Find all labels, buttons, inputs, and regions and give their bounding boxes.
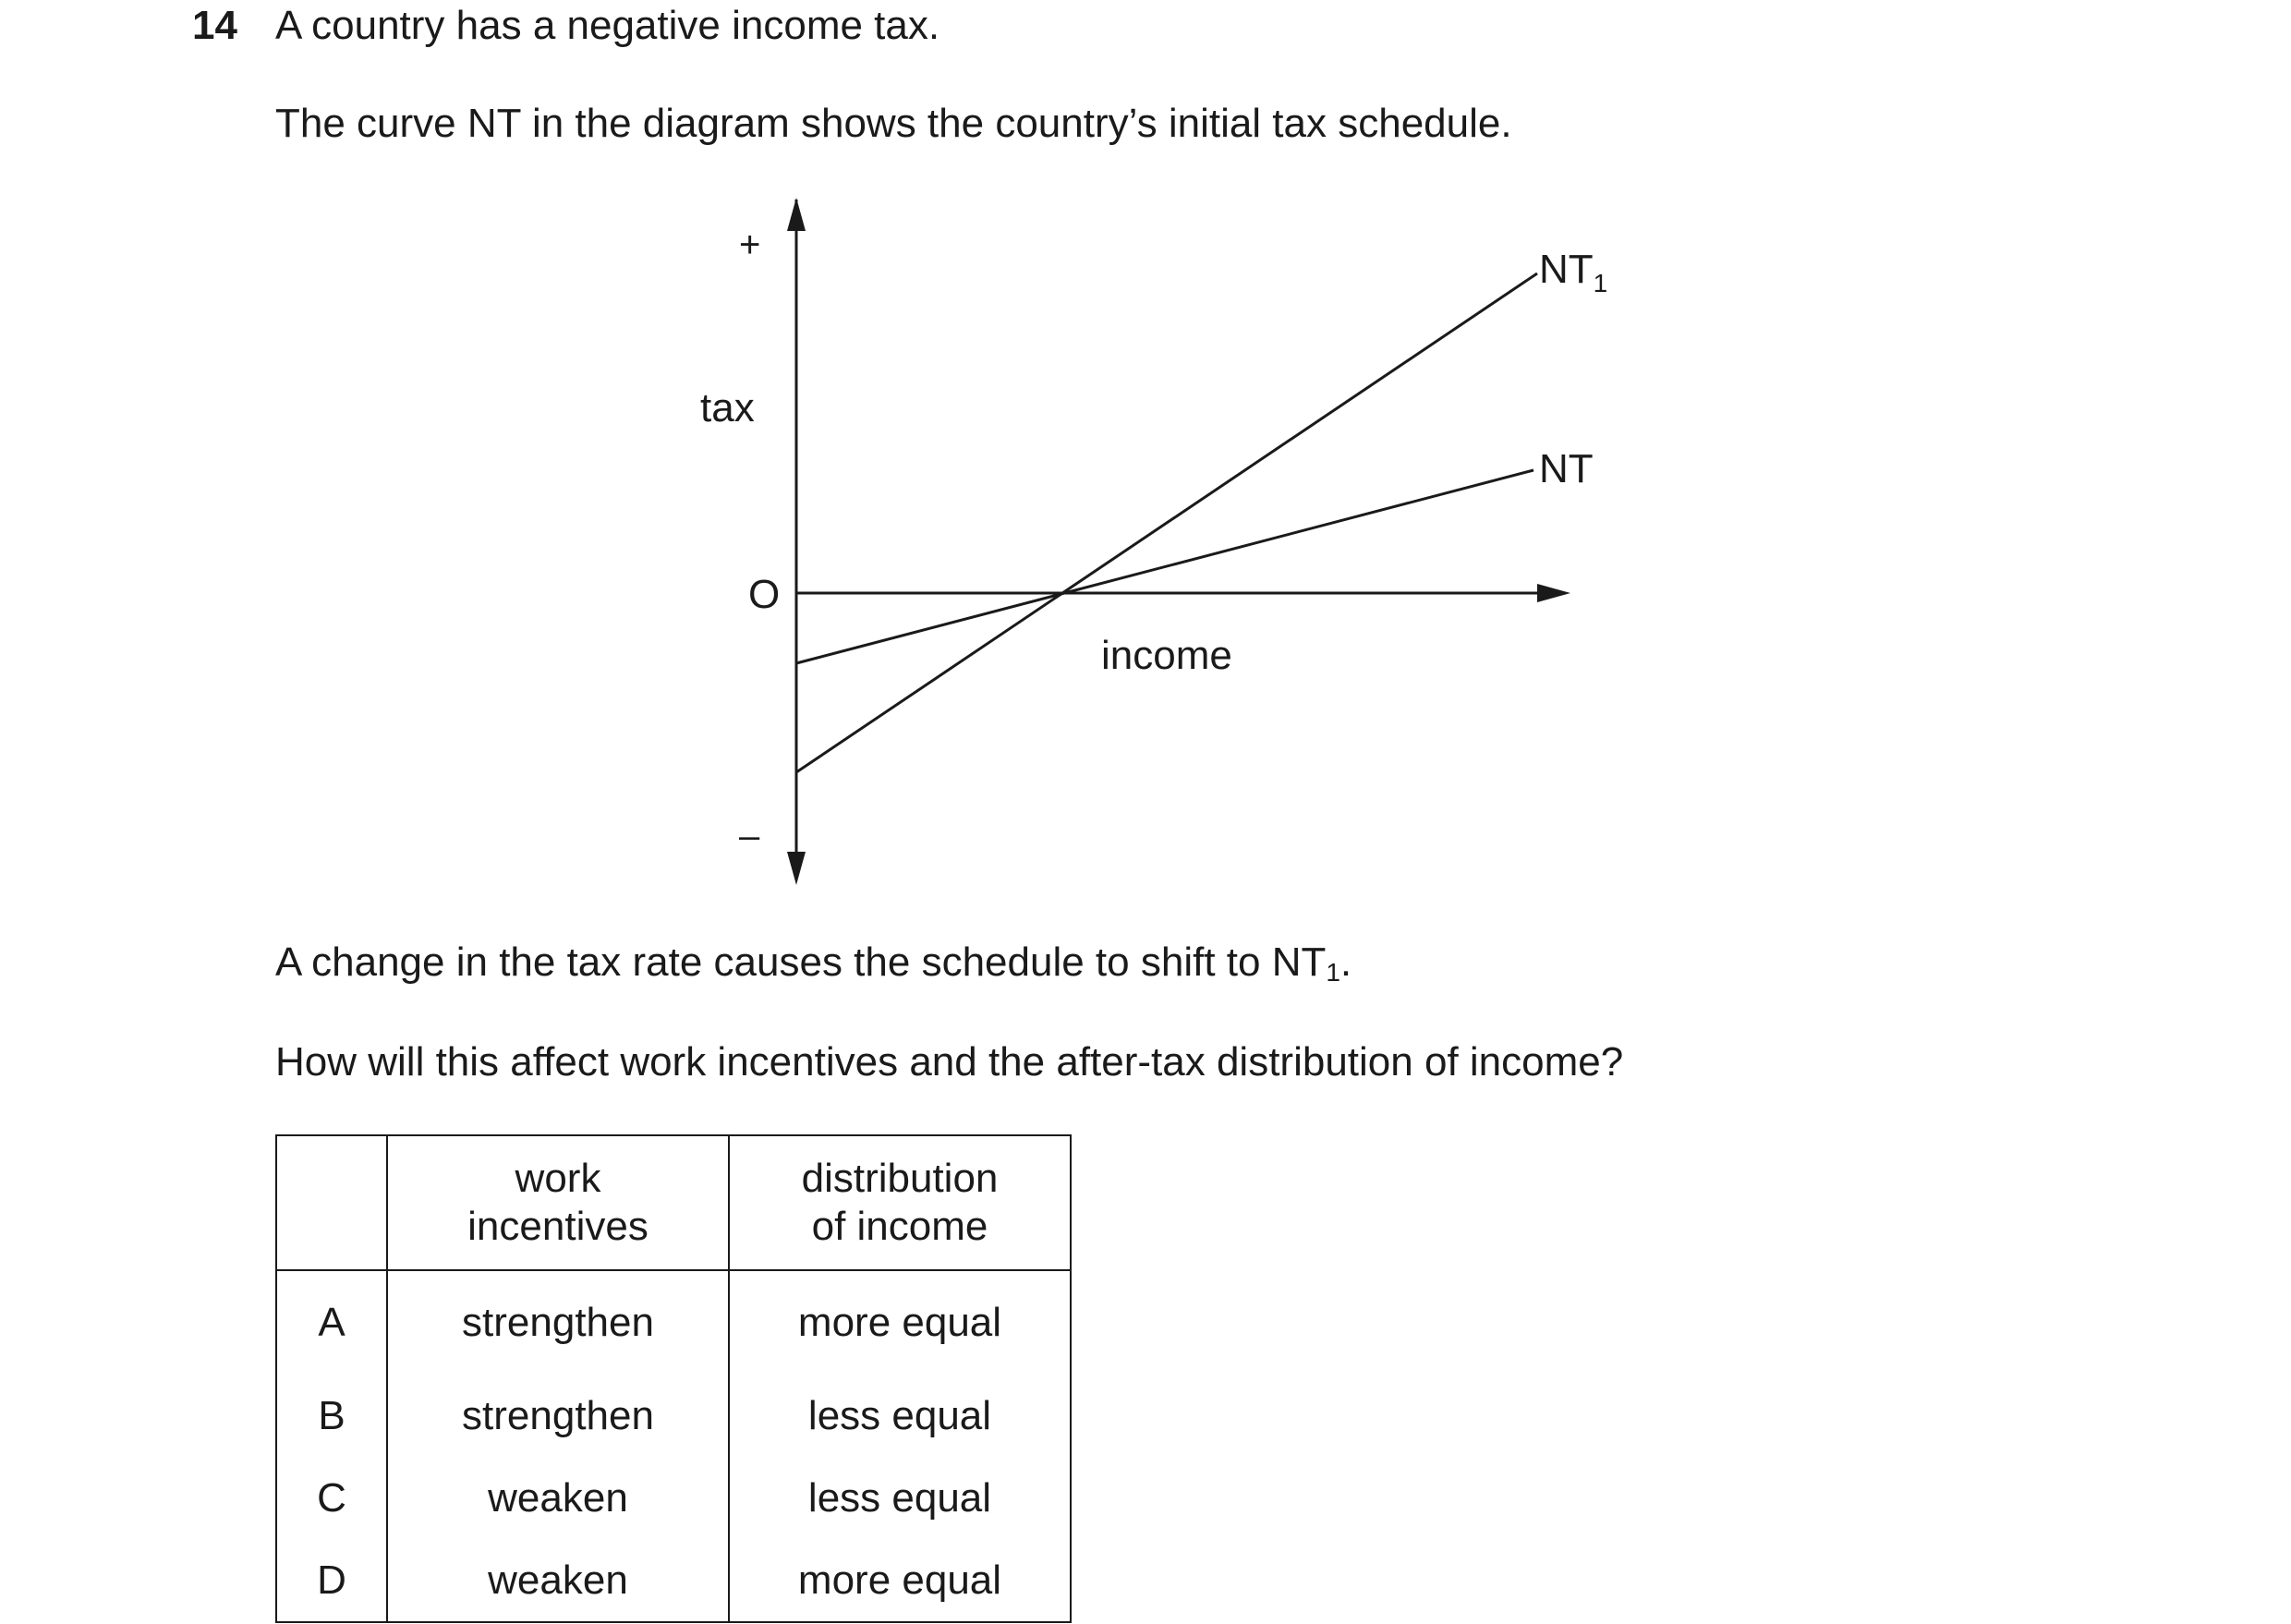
curve-nt1-label <box>1539 247 1607 297</box>
y-axis-label: tax <box>700 385 755 430</box>
header-work-line2: incentives <box>467 1204 649 1249</box>
option-distribution: more equal <box>729 1539 1071 1622</box>
option-distribution: more equal <box>729 1270 1071 1375</box>
question-number: 14 <box>192 3 237 48</box>
header-distribution-line2: of income <box>811 1204 988 1249</box>
minus-sign: – <box>739 816 760 856</box>
header-work-incentives <box>387 1135 729 1270</box>
option-distribution: less equal <box>729 1375 1071 1457</box>
change-description <box>275 939 1352 987</box>
question-intro: A country has a negative income tax. <box>275 3 940 48</box>
question-prompt: How will this affect work incentives and the after-tax distribution of income? <box>275 1039 1624 1085</box>
tax-axis-down-arrow-icon <box>787 852 806 885</box>
options-table <box>275 1134 1072 1623</box>
option-letter: A <box>276 1270 387 1375</box>
options-header-row <box>276 1135 1071 1270</box>
income-axis-arrow-icon <box>1537 584 1570 602</box>
curve-nt-label: NT <box>1539 446 1594 491</box>
schedule-description: The curve NT in the diagram shows the country’s initial tax schedule. <box>275 101 1512 146</box>
curve-nt1-label-sub: 1 <box>1593 269 1608 297</box>
header-letter-cell <box>276 1135 387 1270</box>
option-letter: C <box>276 1457 387 1539</box>
option-work: strengthen <box>387 1270 729 1375</box>
option-row-c[interactable] <box>276 1457 1071 1539</box>
option-work: strengthen <box>387 1375 729 1457</box>
header-distribution-line1: distribution <box>801 1156 999 1201</box>
header-distribution <box>729 1135 1071 1270</box>
change-text-sub: 1 <box>1326 958 1340 987</box>
curve-nt1-label-main: NT <box>1539 247 1594 292</box>
option-row-a[interactable] <box>276 1270 1071 1375</box>
header-work-line1: work <box>515 1156 601 1201</box>
plus-sign: + <box>739 224 761 265</box>
option-work: weaken <box>387 1457 729 1539</box>
origin-label: O <box>748 572 781 617</box>
option-distribution: less equal <box>729 1457 1071 1539</box>
option-work: weaken <box>387 1539 729 1622</box>
option-row-b[interactable] <box>276 1375 1071 1457</box>
option-letter: B <box>276 1375 387 1457</box>
tax-axis-up-arrow-icon <box>787 198 806 231</box>
x-axis-label: income <box>1101 633 1232 678</box>
change-text-main: A change in the tax rate causes the schedule to shift to NT <box>275 939 1327 985</box>
change-text-end: . <box>1339 939 1352 985</box>
curve-nt1 <box>796 273 1537 772</box>
option-letter: D <box>276 1539 387 1622</box>
option-row-d[interactable] <box>276 1539 1071 1622</box>
